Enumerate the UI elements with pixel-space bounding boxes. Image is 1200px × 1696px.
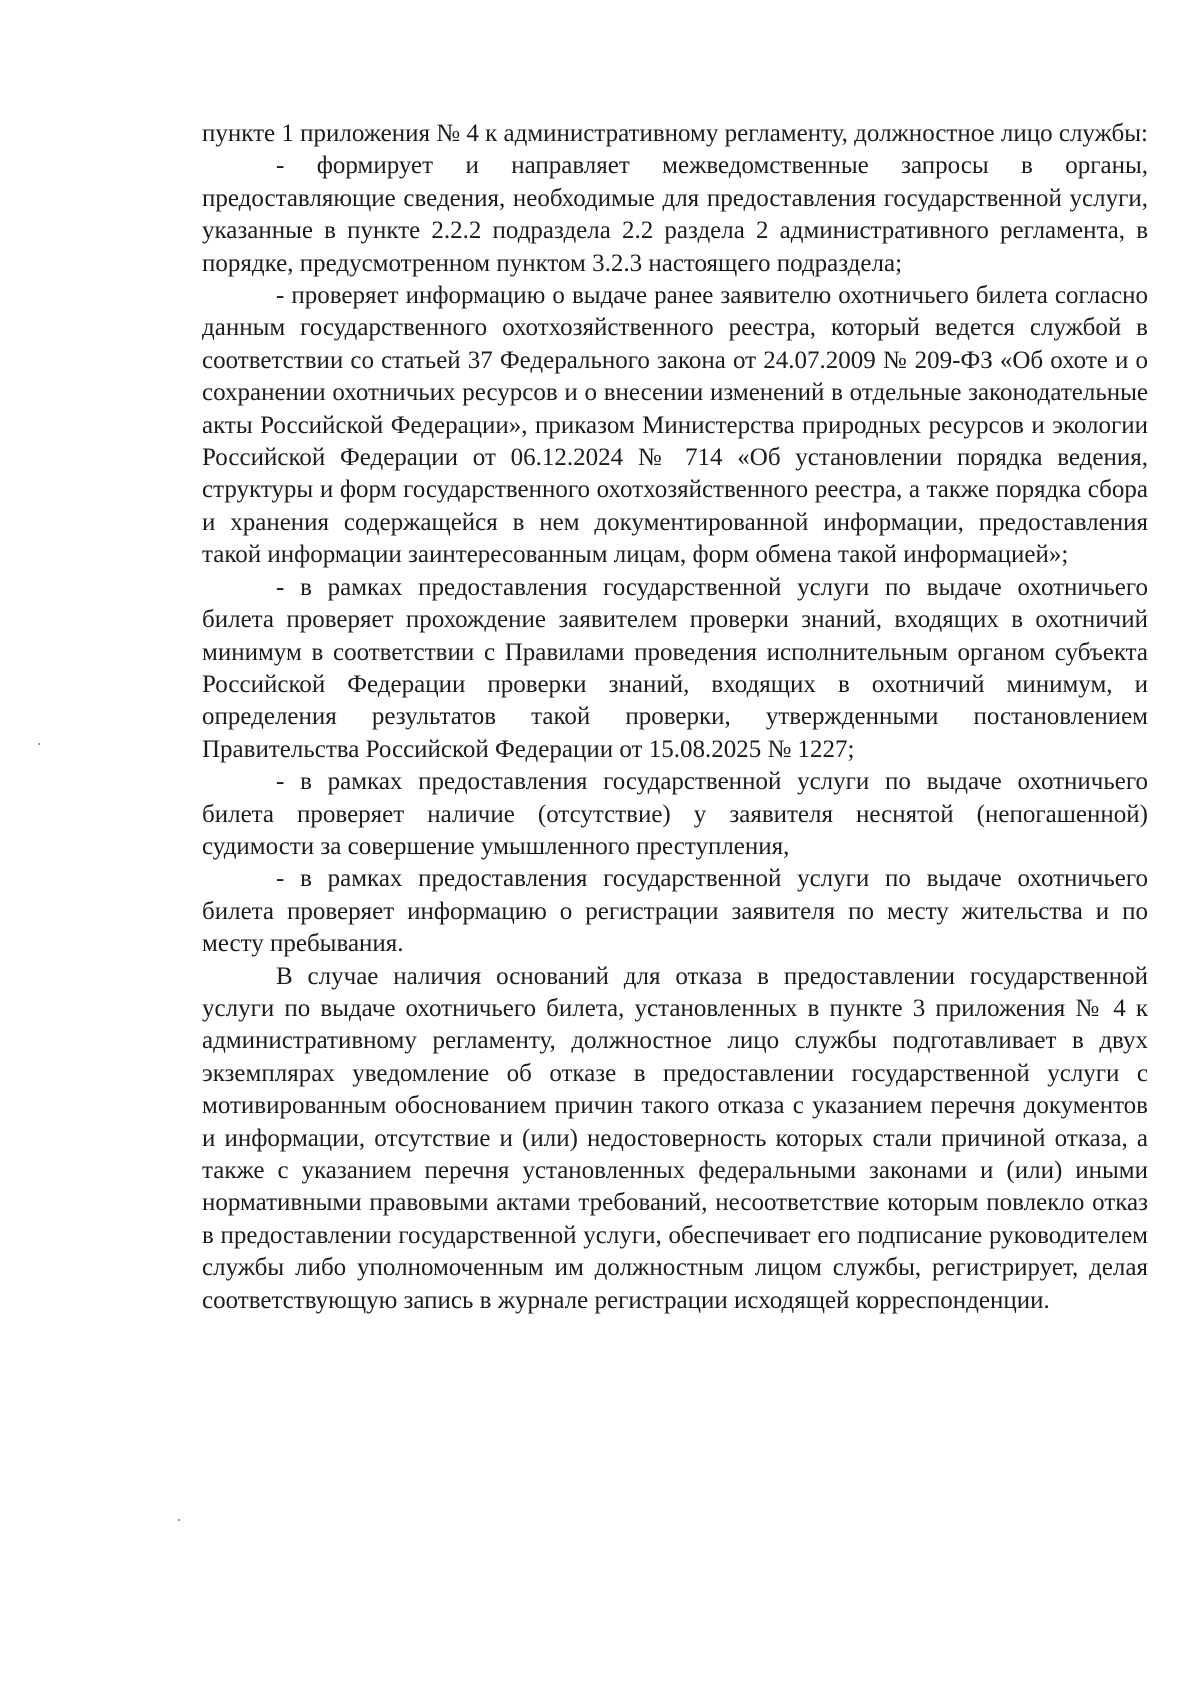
paragraph-continuation: пункте 1 приложения № 4 к административному регламенту, должностное лицо службы: — [202, 120, 1148, 147]
paragraph-registration-check: - в рамках предоставления государственной услуги по выдаче охотничьего билета проверяет информацию о регистрации заявителя по месту жительства и по месту пребывания. — [202, 865, 1148, 958]
paragraph-interagency-requests: - формирует и направляет межведомственные запросы в органы, предоставляющие сведения, необходимые для предоставления государственной услуги, указанные в пункте 2.2.2 подраздела 2.2 раздела 2 административного регламента, в порядке, предусмотренном пунктом 3.2.3 настоящего подраздела; — [202, 152, 1148, 277]
paragraph-knowledge-test-check: - в рамках предоставления государственной услуги по выдаче охотничьего билета проверяет прохождение заявителем проверки знаний, входящих в охотничий минимум в соответствии с Правилами проведения исполнительным органом субъекта Российской Федерации проверки знаний, входящих в охотничий минимум, и определения результатов такой проверки, утвержденными постановлением Правительства Российской Федерации от 15.08.2025 № 1227; — [202, 573, 1148, 763]
paragraph-registry-check: - проверяет информацию о выдаче ранее заявителю охотничьего билета согласно данным государственного охотхозяйственного реестра, который ведется службой в соответствии со статьей 37 Федерального закона от 24.07.2009 № 209-ФЗ «Об охоте и о сохранении охотничьих ресурсов и о внесении изменений в отдельные законодательные акты Российской Федерации», приказом Министерства природных ресурсов и экологии Российской Федерации от 06.12.2024 № 714 «Об установлении порядка ведения, структуры и форм государственного охотхозяйственного реестра, а также порядка сбора и хранения содержащейся в нем документированной информации, предоставления такой информации заинтересованным лицам, форм обмена такой информацией»; — [202, 282, 1148, 569]
paragraph-criminal-record-check: - в рамках предоставления государственной услуги по выдаче охотничьего билета проверяет наличие (отсутствие) у заявителя неснятой (непогашенной) судимости за совершение умышленного преступления, — [202, 768, 1148, 860]
scan-speck — [38, 743, 40, 745]
paragraph-refusal-notice: В случае наличия оснований для отказа в предоставлении государственной услуги по выдаче охотничьего билета, установленных в пункте 3 приложения № 4 к административному регламенту, должностное лицо службы подготавливает в двух экземплярах уведомление об отказе в предоставлении государственной услуги с мотивированным обоснованием причин такого отказа с указанием перечня документов и информации, отсутствие и (или) недостоверность которых стали причиной отказа, а также с указанием перечня установленных федеральными законами и (или) иными нормативными правовыми актами требований, несоответствие которым повлекло отказ в предоставлении государственной услуги, обеспечивает его подписание руководителем службы либо уполномоченным им должностным лицом службы, регистрирует, делая соответствующую запись в журнале регистрации исходящей корреспонденции. — [202, 962, 1148, 1314]
document-body — [202, 118, 1148, 1317]
scan-speck — [178, 1519, 180, 1521]
